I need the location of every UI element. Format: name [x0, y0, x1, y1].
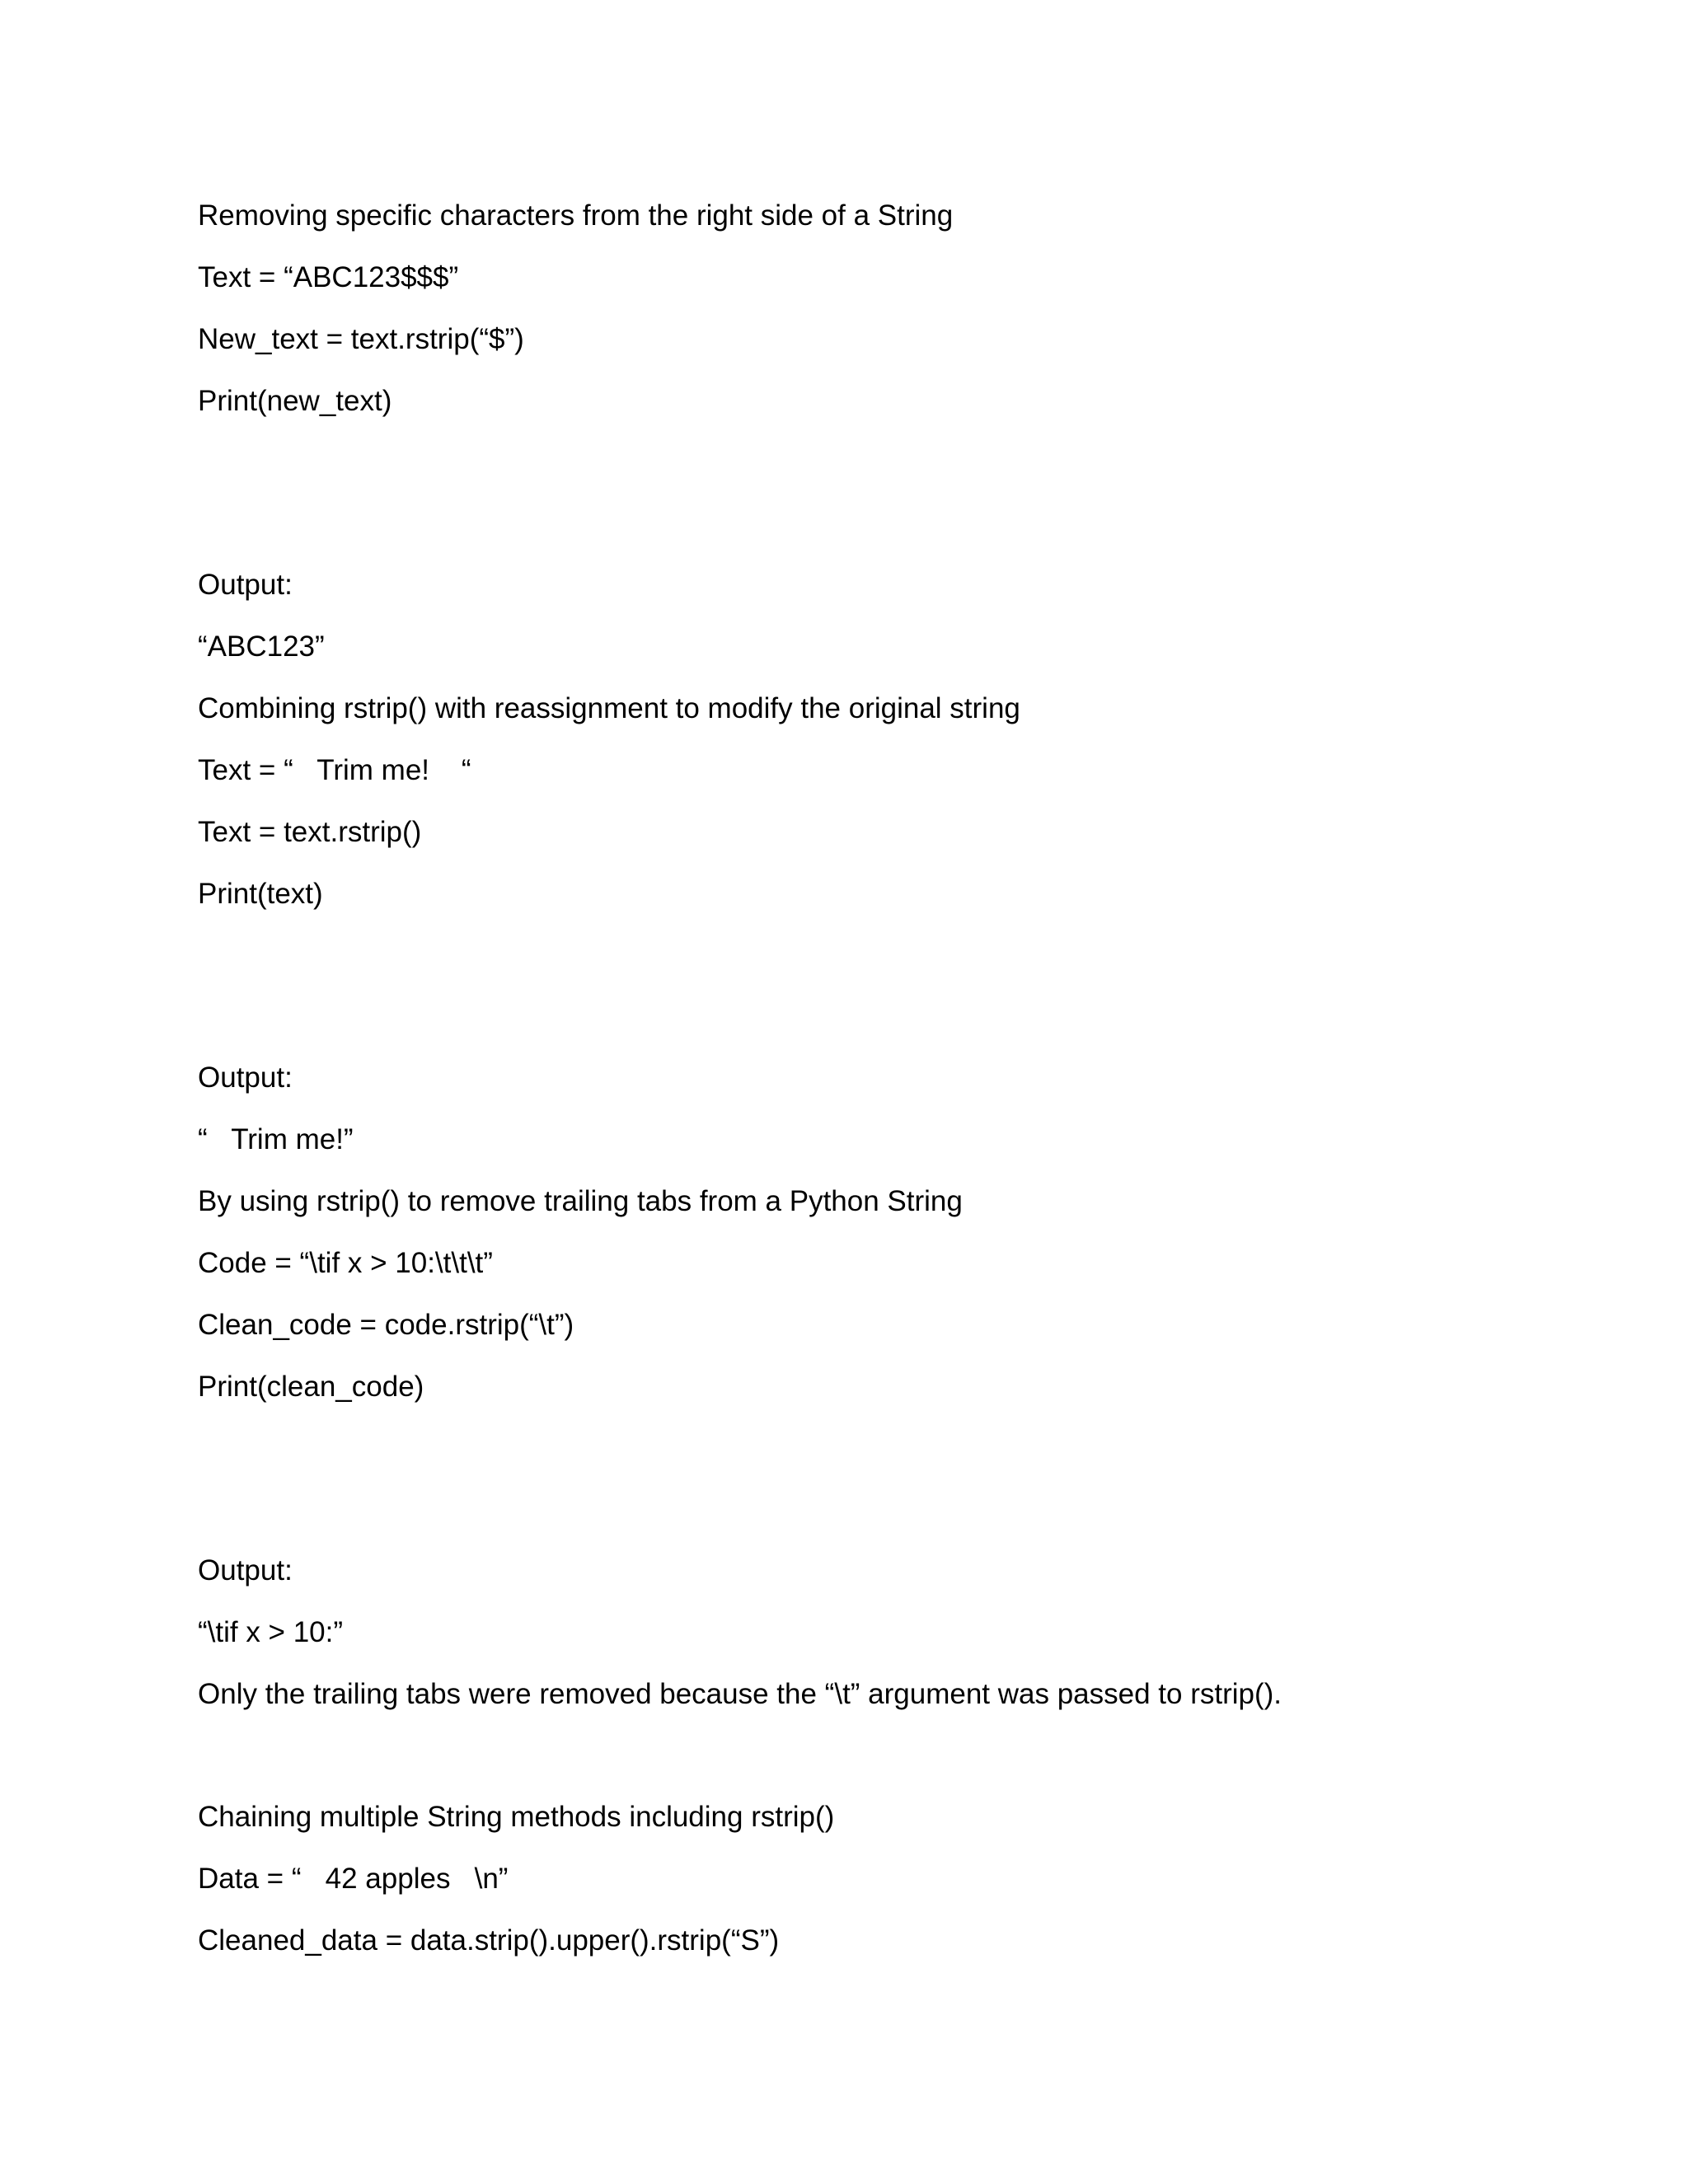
heading-chaining: Chaining multiple String methods including rstrip(): [198, 1801, 835, 1833]
code-line: Code = “\tif x > 10:\t\t\t”: [198, 1247, 493, 1279]
code-line: Text = “ABC123$$$”: [198, 261, 459, 293]
output-label: Output:: [198, 1554, 293, 1586]
explanation-text: Only the trailing tabs were removed because the “\t” argument was passed to rstrip().: [198, 1678, 1282, 1710]
heading-reassignment: Combining rstrip() with reassignment to modify the original string: [198, 692, 1020, 724]
code-line: Text = text.rstrip(): [198, 816, 422, 848]
code-line: Print(text): [198, 878, 323, 910]
code-line: Cleaned_data = data.strip().upper().rstrip(“S”): [198, 1924, 780, 1957]
output-value: “ Trim me!”: [198, 1123, 354, 1155]
code-line: Clean_code = code.rstrip(“\t”): [198, 1309, 574, 1341]
code-line: Data = “ 42 apples \n”: [198, 1863, 509, 1895]
code-line: Text = “ Trim me! “: [198, 754, 471, 786]
heading-trailing-tabs: By using rstrip() to remove trailing tabs from a Python String: [198, 1185, 963, 1217]
output-label: Output:: [198, 1062, 293, 1094]
code-line: New_text = text.rstrip(“$”): [198, 323, 524, 355]
output-label: Output:: [198, 569, 293, 601]
output-value: “ABC123”: [198, 630, 325, 663]
output-value: “\tif x > 10:”: [198, 1616, 344, 1648]
heading-remove-specific-chars: Removing specific characters from the right side of a String: [198, 199, 954, 232]
code-line: Print(clean_code): [198, 1371, 424, 1403]
code-line: Print(new_text): [198, 385, 392, 417]
